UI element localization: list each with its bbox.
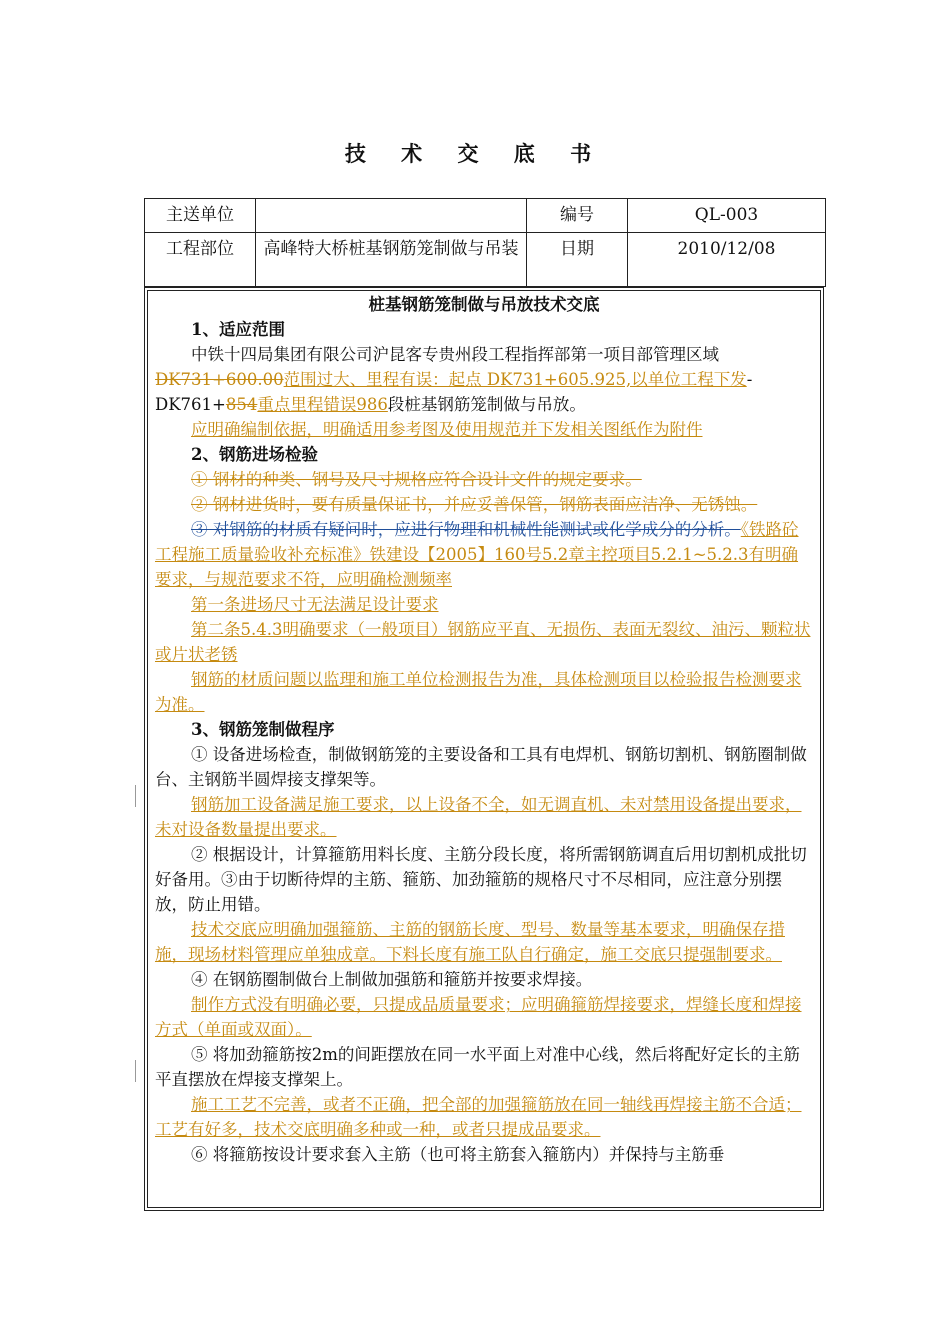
label-project-part: 工程部位 bbox=[145, 233, 256, 287]
paragraph: ② 根据设计，计算箍筋用料长度、主筋分段长度，将所需钢筋调直后用切割机成批切好备用。③由于切断待焊的主筋、箍筋、加劲箍筋的规格尺寸不尽相同，应注意分别摆放，防止用错。 bbox=[155, 845, 807, 914]
doc-heading: 桩基钢筋笼制做与吊放技术交底 bbox=[368, 295, 600, 314]
deleted-item: ① 钢材的种类、钢号及尺寸规格应符合设计文件的规定要求。 bbox=[191, 470, 642, 489]
label-date: 日期 bbox=[527, 233, 628, 287]
paragraph: DK731+600.00范围过大、里程有误：起点 DK731+605.925,以单位工程下发-DK761+854重点里程错误986段桩基钢筋笼制做与吊放。 bbox=[155, 370, 753, 414]
review-comment: 第二条5.4.3明确要求（一般项目）钢筋应平直、无损伤、表面无裂纹、油污、颗粒状或片状老锈 bbox=[155, 620, 811, 664]
section-3-heading: 3、钢筋笼制做程序 bbox=[191, 720, 335, 739]
review-comment: 第一条进场尺寸无法满足设计要求 bbox=[191, 595, 439, 614]
label-recipient: 主送单位 bbox=[145, 199, 256, 233]
margin-marker bbox=[135, 785, 144, 807]
paragraph: 中铁十四局集团有限公司沪昆客专贵州段工程指挥部第一项目部管理区域 bbox=[191, 345, 719, 364]
page-title: 技 术 交 底 书 bbox=[344, 141, 606, 166]
review-comment: 制作方式没有明确必要，只提成品质量要求；应明确箍筋焊接要求，焊缝长度和焊接方式（单面或双面）。 bbox=[155, 995, 802, 1039]
header-table bbox=[144, 198, 826, 287]
value-date: 2010/12/08 bbox=[628, 233, 826, 287]
value-project-part: 高峰特大桥桩基钢筋笼制做与吊装 bbox=[256, 233, 527, 287]
review-comment: 施工工艺不完善，或者不正确，把全部的加强箍筋放在同一轴线再焊接主筋不合适；工艺有好多，技术交底明确多种或一种，或者只提成品要求。 bbox=[155, 1095, 802, 1139]
deleted-text: 854 bbox=[225, 395, 258, 414]
value-number: QL-003 bbox=[628, 199, 826, 233]
section-2-heading: 2、钢筋进场检验 bbox=[191, 445, 318, 464]
review-comment: 技术交底应明确加强箍筋、主筋的钢筋长度、型号、数量等基本要求，明确保存措施，现场材料管理应单独成章。下料长度有施工队自行确定，施工交底只提强制要求。 bbox=[155, 920, 785, 964]
paragraph: ① 设备进场检查，制做钢筋笼的主要设备和工具有电焊机、钢筋切割机、钢筋圈制做台、主钢筋半圆焊接支撑架等。 bbox=[155, 745, 807, 789]
section-1-heading: 1、适应范围 bbox=[191, 320, 285, 339]
deleted-item: ② 钢材进货时，要有质量保证书，并应妥善保管，钢筋表面应洁净、无锈蚀。 bbox=[191, 495, 758, 514]
review-comment: 钢筋加工设备满足施工要求，以上设备不全，如无调直机、未对禁用设备提出要求，未对设备数量提出要求。 bbox=[155, 795, 802, 839]
review-comment: 重点里程错误986 bbox=[257, 395, 388, 414]
paragraph: ⑥ 将箍筋按设计要求套入主筋（也可将主筋套入箍筋内）并保持与主筋垂 bbox=[191, 1145, 725, 1164]
review-comment: 应明确编制依据，明确适用参考图及使用规范并下发相关图纸作为附件 bbox=[191, 420, 703, 439]
value-recipient bbox=[256, 199, 527, 233]
deleted-text: DK731+600.00 bbox=[155, 370, 284, 389]
document-body bbox=[144, 287, 824, 1211]
review-comment: 范围过大、里程有误：起点 DK731+605.925,以单位工程下发 bbox=[283, 370, 747, 389]
margin-marker bbox=[135, 1060, 144, 1082]
label-number: 编号 bbox=[527, 199, 628, 233]
paragraph: ⑤ 将加劲箍筋按2m的间距摆放在同一水平面上对准中心线，然后将配好定长的主筋平直摆放在焊接支撑架上。 bbox=[155, 1045, 800, 1089]
review-comment: 钢筋的材质问题以监理和施工单位检测报告为准，具体检测项目以检验报告检测要求为准。 bbox=[155, 670, 802, 714]
paragraph: ④ 在钢筋圈制做台上制做加强筋和箍筋并按要求焊接。 bbox=[191, 970, 593, 989]
deleted-item: ③ 对钢筋的材质有疑问时，应进行物理和机械性能测试或化学成分的分析。《铁路砼工程施工质量验收补充标准》铁建设【2005】160号5.2章主控项目5.2.1~5.2.3有明确要求，与规范要求不符，应明确检测频率 bbox=[155, 520, 799, 589]
